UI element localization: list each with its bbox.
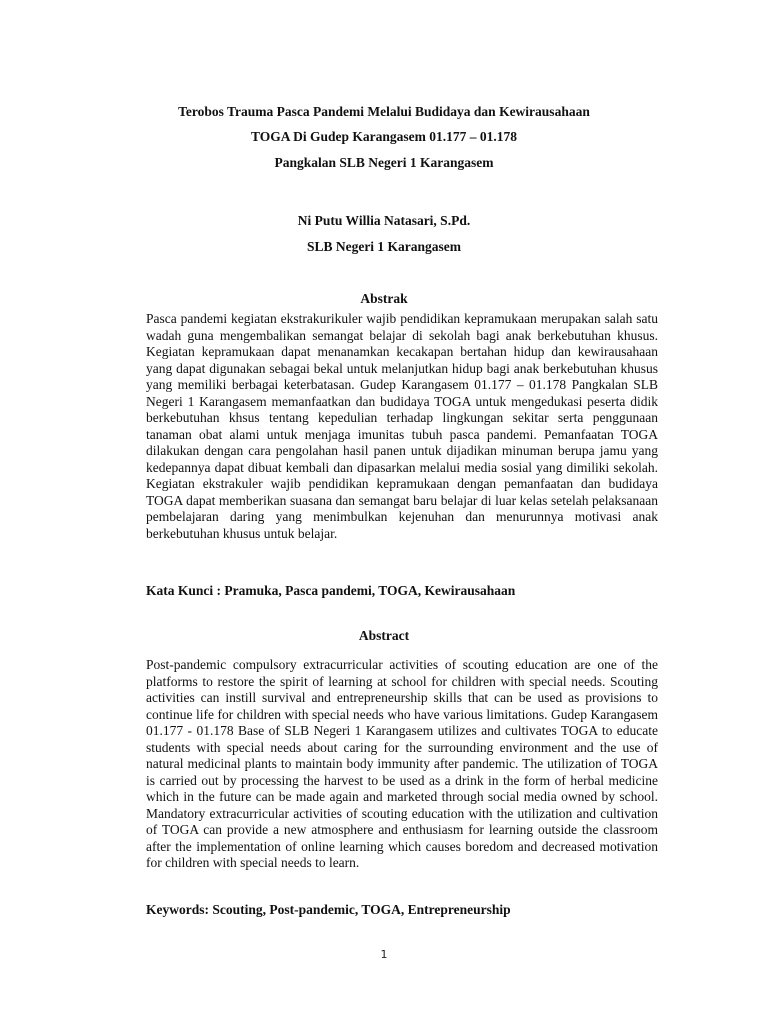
- author-name: Ni Putu Willia Natasari, S.Pd.: [297, 213, 471, 228]
- kata-kunci: Kata Kunci : Pramuka, Pasca pandemi, TOGA, Kewirausahaan: [146, 583, 516, 598]
- keywords: Keywords: Scouting, Post-pandemic, TOGA, Entrepreneurship: [146, 902, 511, 917]
- abstrak-text: Pasca pandemi kegiatan ekstrakurikuler wajib pendidikan kepramukaan merupakan salah satu wadah guna mengembalikan semangat belajar di sekolah bagi anak berkebutuhan khusus. Kegiatan kepramukaan dapat menanamkan kecakapan bertahan hidup dan kewirausahaan yang dapat digunakan sebagai bekal untuk melanjutkan hidup bagi anak berkebutuhan khusus yang memiliki berbagai keterbatasan. Gudep Karangasem 01.177 – 01.178 Pangkalan SLB Negeri 1 Karangasem memanfaatkan dan budidaya TOGA untuk mengedukasi peserta didik berkebutuhan khsus tentang kepedulian terhadap lingkungan sekitar serta penggunaan tanaman obat alami untuk menjaga imunitas tubuh pasca pandemi. Pemanfaatan TOGA dilakukan dengan cara pengolahan hasil panen untuk dijadikan minuman berupa jamu yang kedepannya dapat dibuat kembali dan dipasarkan melalui media sosial yang dimiliki sekolah. Kegiatan ekstrakuler wajib pendidikan kepramukaan dengan pemanfaatan dan budidaya TOGA dapat memberikan suasana dan semangat baru belajar di luar kelas setelah pelaksanaan pembelajaran daring yang menimbulkan kejenuhan dan menurunnya motivasi anak berkebutuhan khusus untuk belajar.: [146, 311, 658, 541]
- abstract-text: Post-pandemic compulsory extracurricular activities of scouting education are one of the platforms to restore the spirit of learning at school for children with special needs. Scouting activities can instill survival and entrepreneurship skills that can be used as provisions to continue life for children with special needs who have various limitations. Gudep Karangasem 01.177 - 01.178 Base of SLB Negeri 1 Karangasem utilizes and cultivates TOGA to educate students with special needs about caring for the surrounding environment and the use of natural medicinal plants to maintain body immunity after pandemic. The utilization of TOGA is carried out by processing the harvest to be used as a drink in the form of herbal medicine which in the future can be made again and marketed through social media owned by school. Mandatory extracurricular activities of scouting education with the utilization and cultivation of TOGA can provide a new atmosphere and enthusiasm for learning outside the classroom after the implementation of online learning which causes boredom and decreased motivation for children with special needs to learn.: [146, 657, 658, 870]
- abstrak-heading: Abstrak: [360, 291, 408, 306]
- abstract-heading: Abstract: [358, 628, 410, 643]
- title-line-3: Pangkalan SLB Negeri 1 Karangasem: [274, 155, 494, 170]
- title-line-1: Terobos Trauma Pasca Pandemi Melalui Budidaya dan Kewirausahaan: [178, 104, 590, 119]
- author-institution: SLB Negeri 1 Karangasem: [306, 239, 462, 254]
- page-number: 1: [380, 948, 388, 961]
- title-line-2: TOGA Di Gudep Karangasem 01.177 – 01.178: [250, 129, 518, 144]
